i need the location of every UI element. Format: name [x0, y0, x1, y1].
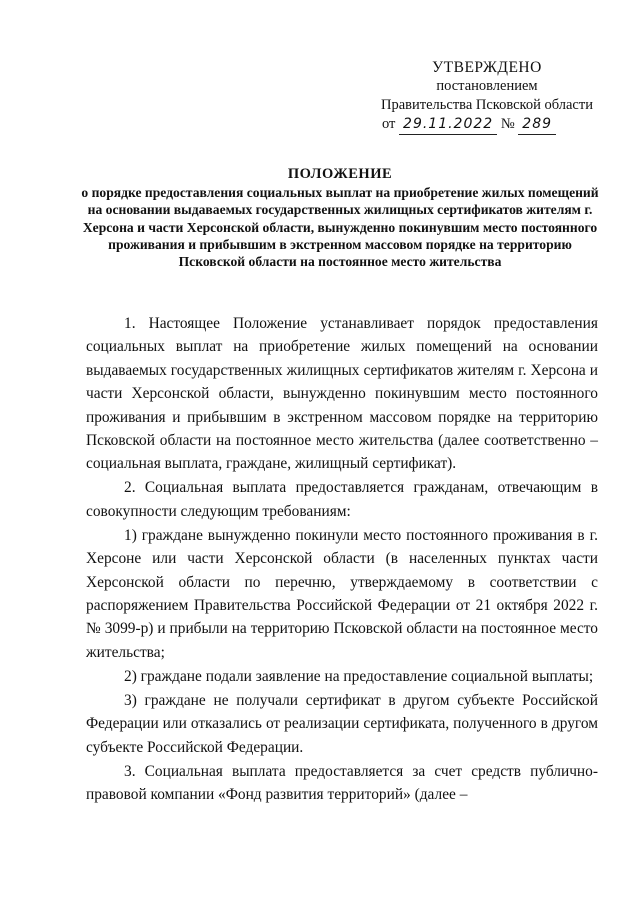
document-subtitle: о порядке предоставления социальных выплат на приобретение жилых помещений на основании выдаваемых государственных жилищных сертификатов жителям г. Херсона и части Херсонской области, вынужденно покинувшим место постоянного проживания и прибывшим в экстренном массовом порядке на территорию Псковской области на постоянное место жительства — [81, 185, 599, 270]
paragraph-2-item-3: 3) граждане не получали сертификат в другом субъекте Российской Федерации или отказались от реализации сертификата, полученного в другом субъекте Российской Федерации. — [86, 691, 598, 756]
paragraph-1: 1. Настоящее Положение устанавливает порядок предоставления социальных выплат на приобретение жилых помещений на основании выдаваемых государственных жилищных сертификатов жителям г. Херсона и части Херсонской области, вынужденно покинувшим место постоянного проживания и прибывшим в экстренном массовом порядке на территорию Псковской области на постоянное место жительства (далее соответственно – социальная выплата, граждане, жилищный сертификат). — [86, 315, 598, 473]
handwritten-number: 289 — [518, 115, 556, 135]
approval-heading: УТВЕРЖДЕНО — [432, 59, 542, 76]
document-title-block — [80, 166, 600, 270]
paragraph-2-item-1: 1) граждане вынужденно покинули место постоянного проживания в г. Херсоне или части Херсонской области (в населенных пунктах части Херсонской области по перечню, утверждаемому в соответствии с распоряжением Правительства Российской Федерации от 21 октября 2022 г. № 3099-р) и прибыли на территорию Псковской области на постоянное место жительства; — [86, 526, 598, 661]
date-prefix: от — [382, 116, 396, 132]
paragraph-2: 2. Социальная выплата предоставляется гражданам, отвечающим в совокупности следующим требованиям: — [86, 479, 598, 520]
handwritten-date: 29.11.2022 — [399, 115, 497, 135]
approval-line-resolution: постановлением — [436, 78, 538, 94]
approval-line-government: Правительства Псковской области — [381, 97, 593, 113]
approval-stamp — [372, 58, 602, 135]
number-prefix: № — [500, 116, 515, 132]
document-title: ПОЛОЖЕНИЕ — [287, 166, 393, 182]
paragraph-2-item-2: 2) граждане подали заявление на предоставление социальной выплаты; — [124, 667, 594, 685]
approval-date-line — [372, 115, 602, 135]
document-body — [86, 312, 598, 807]
paragraph-3: 3. Социальная выплата предоставляется за счет средств публично-правовой компании «Фонд развития территорий» (далее – — [86, 762, 598, 804]
